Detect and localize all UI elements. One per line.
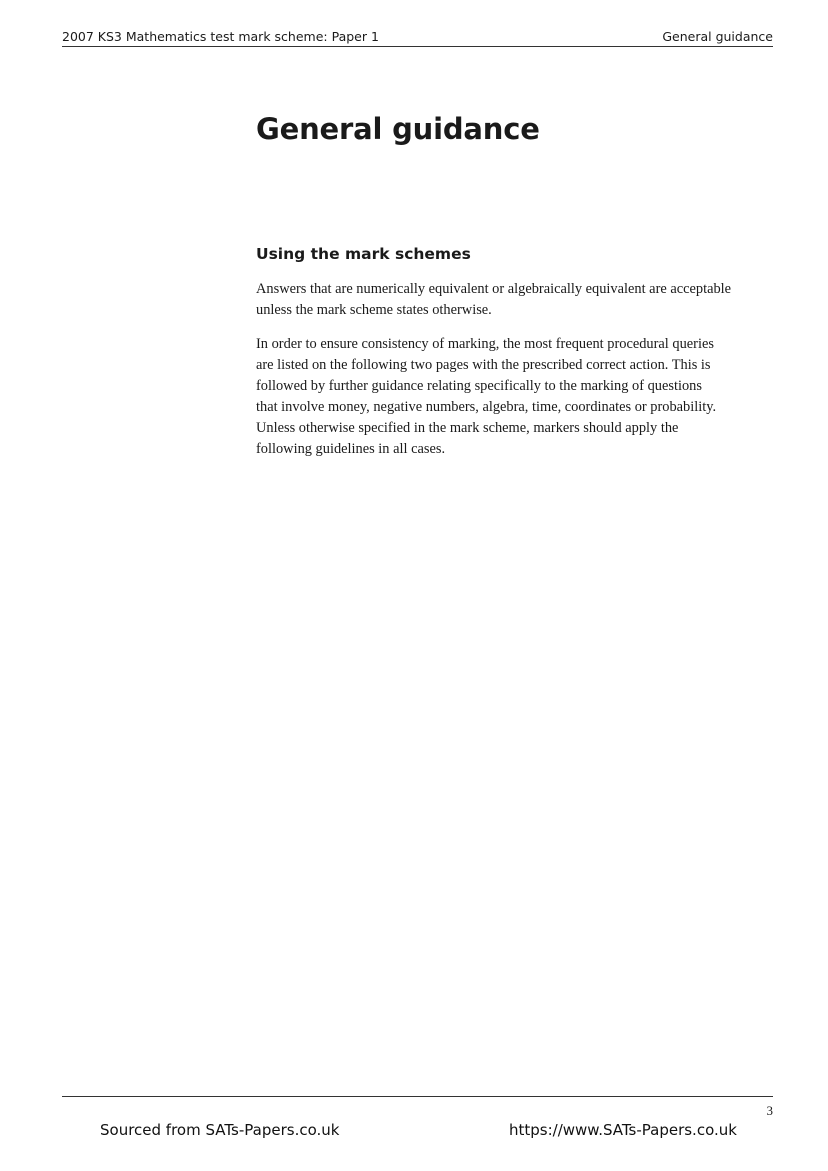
- paragraph-line: In order to ensure consistency of marking, the most frequent procedural queries: [256, 336, 714, 352]
- paragraph-line: that involve money, negative numbers, algebra, time, coordinates or probability.: [256, 399, 717, 415]
- header-document-title: 2007 KS3 Mathematics test mark scheme: Paper 1: [62, 29, 379, 44]
- page-title: General guidance: [256, 112, 540, 146]
- paragraph-line: following guidelines in all cases.: [256, 441, 446, 457]
- section-heading: Using the mark schemes: [256, 245, 471, 263]
- paragraph-line: unless the mark scheme states otherwise.: [256, 302, 492, 318]
- source-credit: Sourced from SATs-Papers.co.uk: [100, 1121, 340, 1139]
- paragraph-line: Answers that are numerically equivalent or algebraically equivalent are acceptable: [256, 281, 732, 297]
- paragraph-line: are listed on the following two pages with the prescribed correct action. This is: [256, 357, 711, 373]
- source-url-link[interactable]: https://www.SATs-Papers.co.uk: [509, 1121, 737, 1139]
- paragraph-line: Unless otherwise specified in the mark scheme, markers should apply the: [256, 420, 679, 436]
- paragraph-procedural-queries: [256, 334, 776, 460]
- running-header: [62, 30, 773, 47]
- paragraph-equivalent-answers: [256, 279, 776, 321]
- footer-divider: [62, 1096, 773, 1097]
- paragraph-line: followed by further guidance relating specifically to the marking of questions: [256, 378, 702, 394]
- header-section-title: General guidance: [662, 29, 773, 44]
- page-number: 3: [766, 1103, 773, 1118]
